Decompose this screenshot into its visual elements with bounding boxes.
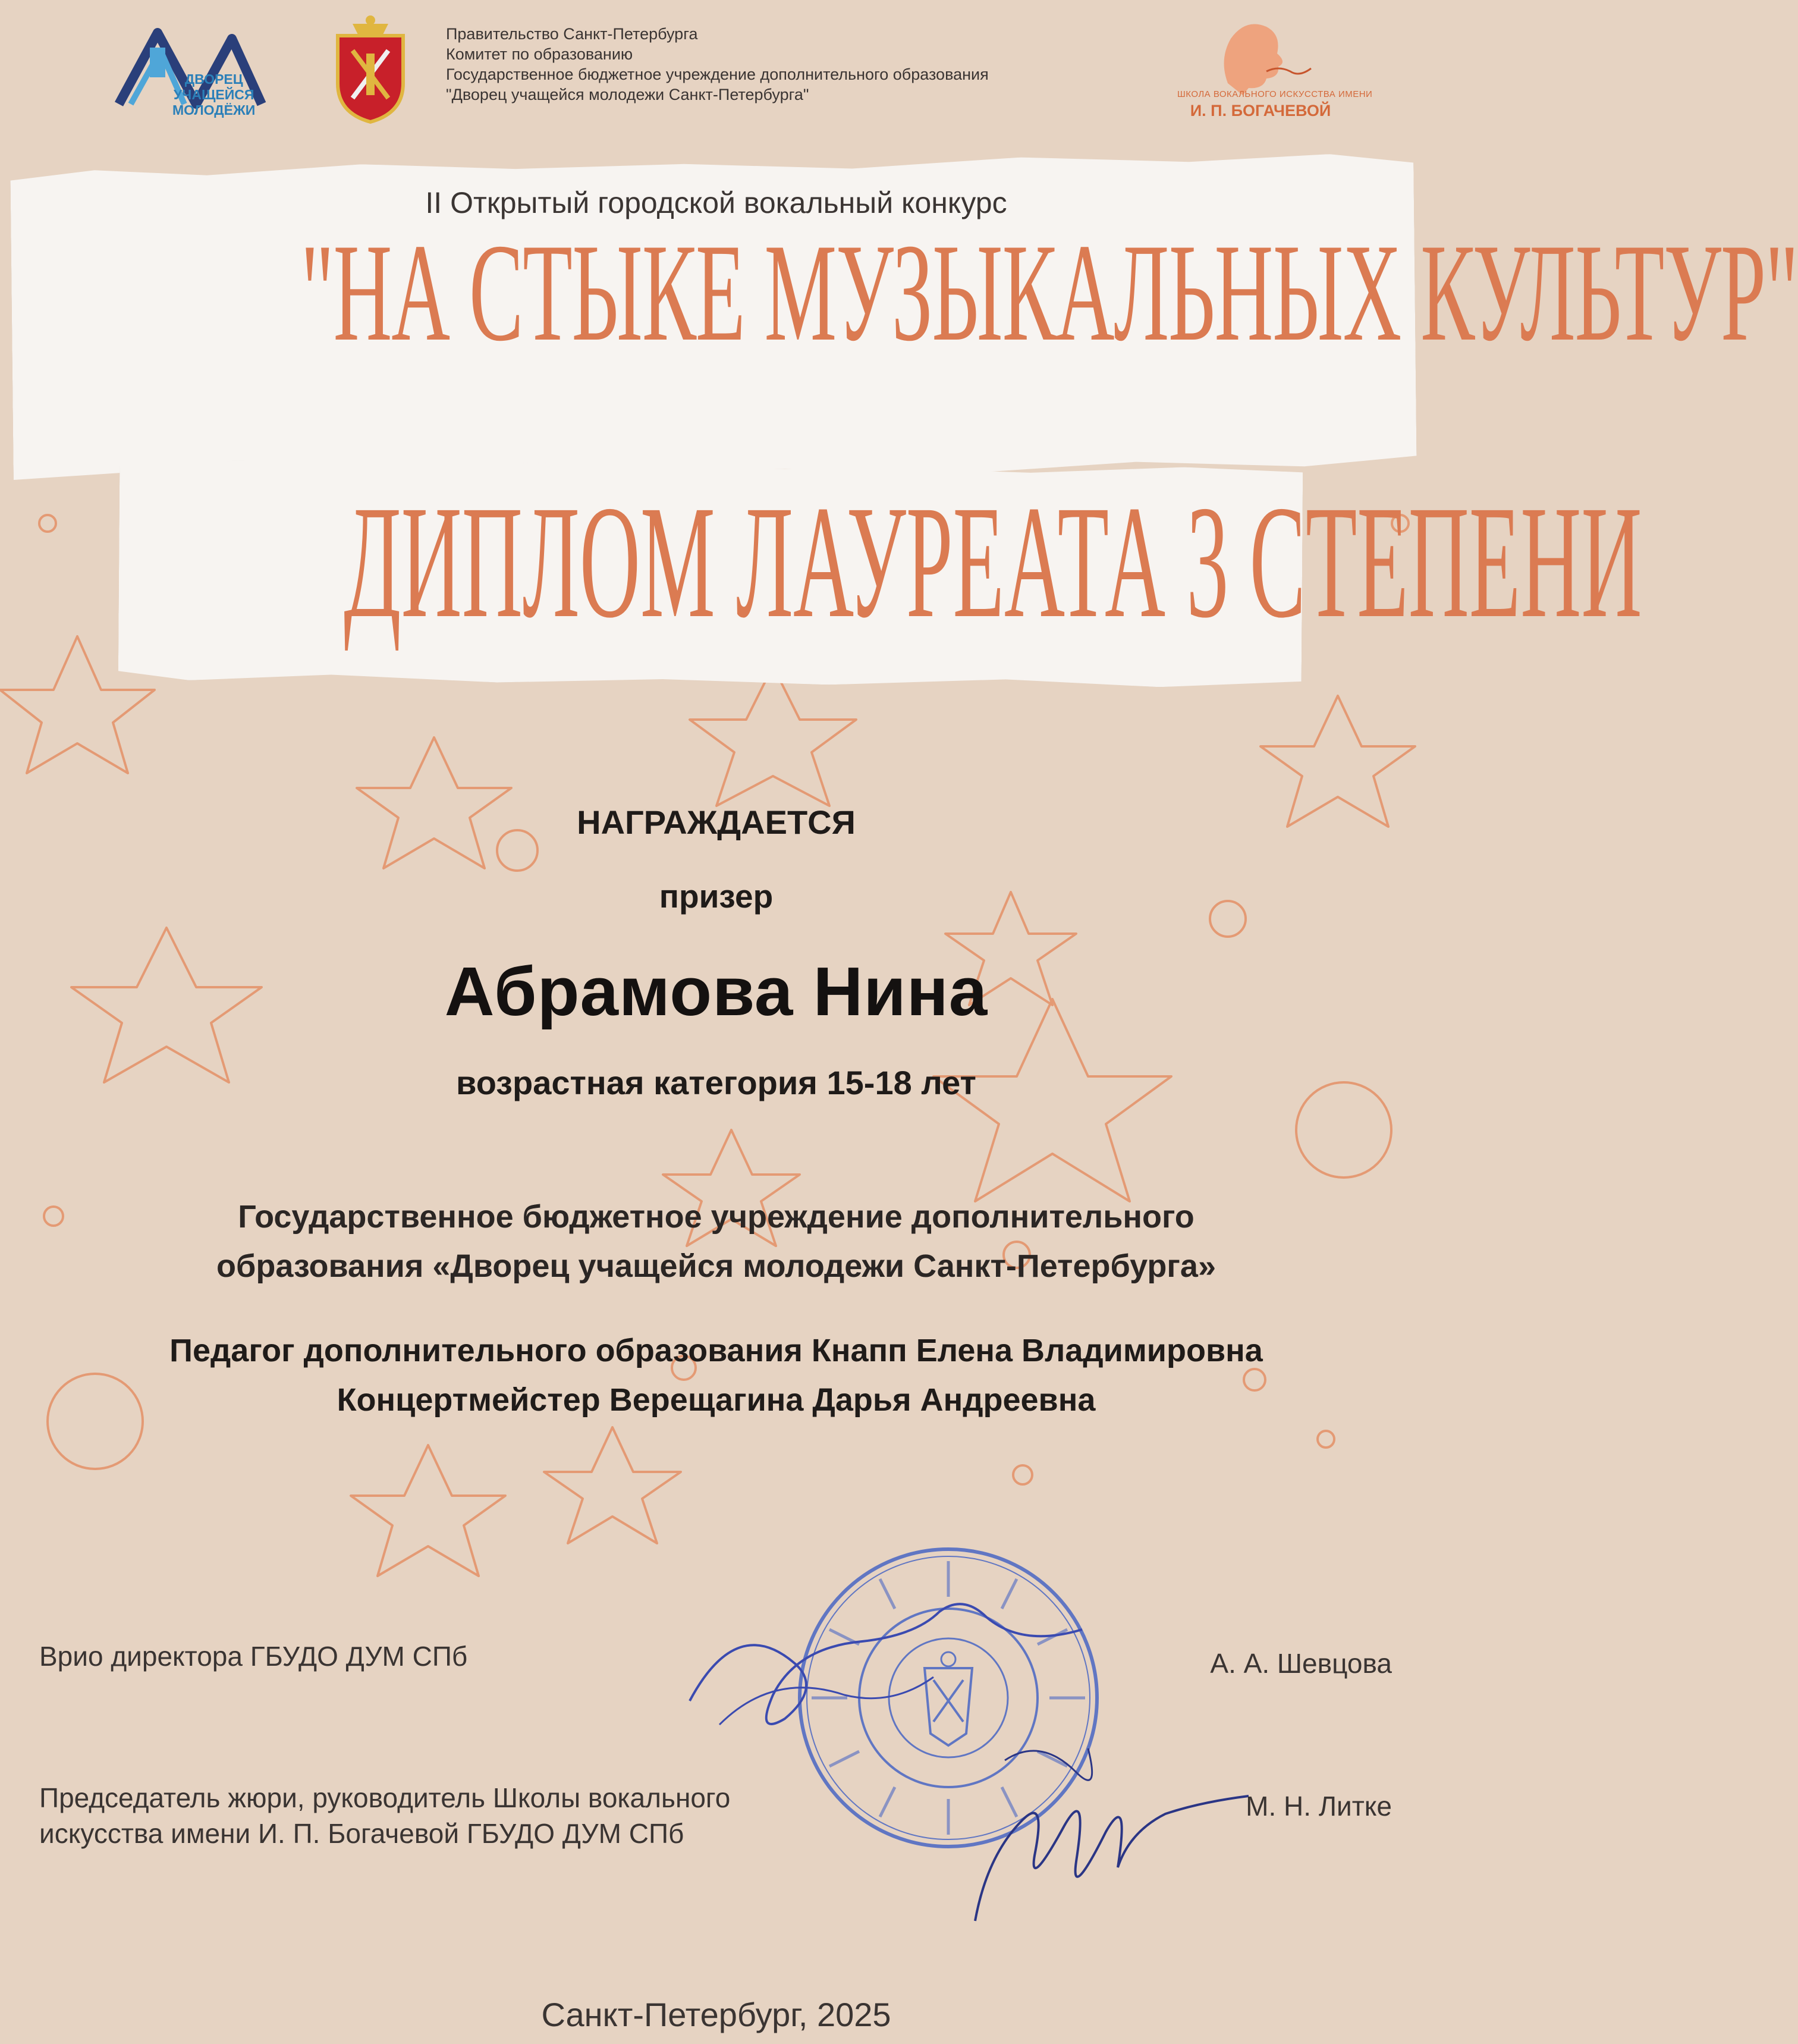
circle-decoration-icon: [1013, 1465, 1032, 1484]
recipient-name: Абрамова Нина: [444, 953, 988, 1030]
award-status: призер: [659, 878, 774, 915]
awarded-label: НАГРАЖДАЕТСЯ: [577, 803, 856, 841]
jury-chair-title: искусства имени И. П. Богачевой ГБУДО ДУМ СПб: [39, 1818, 684, 1849]
school-logo-caption: [1177, 89, 1373, 120]
contest-title: "НА СТЫКЕ МУЗЫКАЛЬНЫХ КУЛЬТУР": [300, 215, 1798, 371]
government-line: Комитет по образованию: [446, 45, 633, 63]
organization-line: образования «Дворец учащейся молодежи Санкт-Петербурга»: [216, 1248, 1216, 1284]
contest-line: II Открытый городской вокальный конкурс: [425, 186, 1007, 219]
dum-logo-text: [172, 71, 255, 118]
dum-logo-line: УЧАЩЕЙСЯ: [173, 87, 254, 102]
city-year: Санкт-Петербург, 2025: [541, 1996, 891, 2033]
government-line: Государственное бюджетное учреждение дополнительного образования: [446, 65, 989, 83]
dum-logo-line: МОЛОДЁЖИ: [172, 102, 256, 118]
jury-chair-signature-icon: [951, 1725, 1261, 1939]
star-decoration-icon: [690, 666, 856, 806]
school-caption-name: И. П. БОГАЧЕВОЙ: [1190, 102, 1331, 120]
jury-chair-name: М. Н. Литке: [1246, 1791, 1392, 1822]
organization-line: Государственное бюджетное учреждение дополнительного: [238, 1199, 1195, 1235]
director-title: Врио директора ГБУДО ДУМ СПб: [39, 1641, 468, 1672]
star-decoration-icon: [351, 1445, 505, 1576]
star-decoration-icon: [544, 1427, 681, 1543]
director-name: А. А. Шевцова: [1210, 1648, 1392, 1679]
age-category: возрастная категория 15-18 лет: [456, 1064, 976, 1101]
government-line: "Дворец учащейся молодежи Санкт-Петербурга": [446, 86, 809, 103]
spb-coat-of-arms-icon: [326, 12, 415, 125]
circle-decoration-icon: [39, 515, 56, 532]
teacher-line: Педагог дополнительного образования Кнапп Елена Владимировна: [169, 1333, 1263, 1368]
dum-logo-line: ДВОРЕЦ: [184, 71, 243, 87]
accompanist-line: Концертмейстер Верещагина Дарья Андреевна: [337, 1382, 1096, 1418]
government-line: Правительство Санкт-Петербурга: [446, 25, 698, 43]
diploma-title: ДИПЛОМ ЛАУРЕАТА 3 СТЕПЕНИ: [344, 472, 1642, 651]
school-caption-small: ШКОЛА ВОКАЛЬНОГО ИСКУССТВА ИМЕНИ: [1177, 89, 1373, 99]
government-header: [446, 24, 989, 105]
jury-chair-title: Председатель жюри, руководитель Школы вокального: [39, 1782, 731, 1813]
circle-decoration-icon: [1318, 1431, 1334, 1448]
